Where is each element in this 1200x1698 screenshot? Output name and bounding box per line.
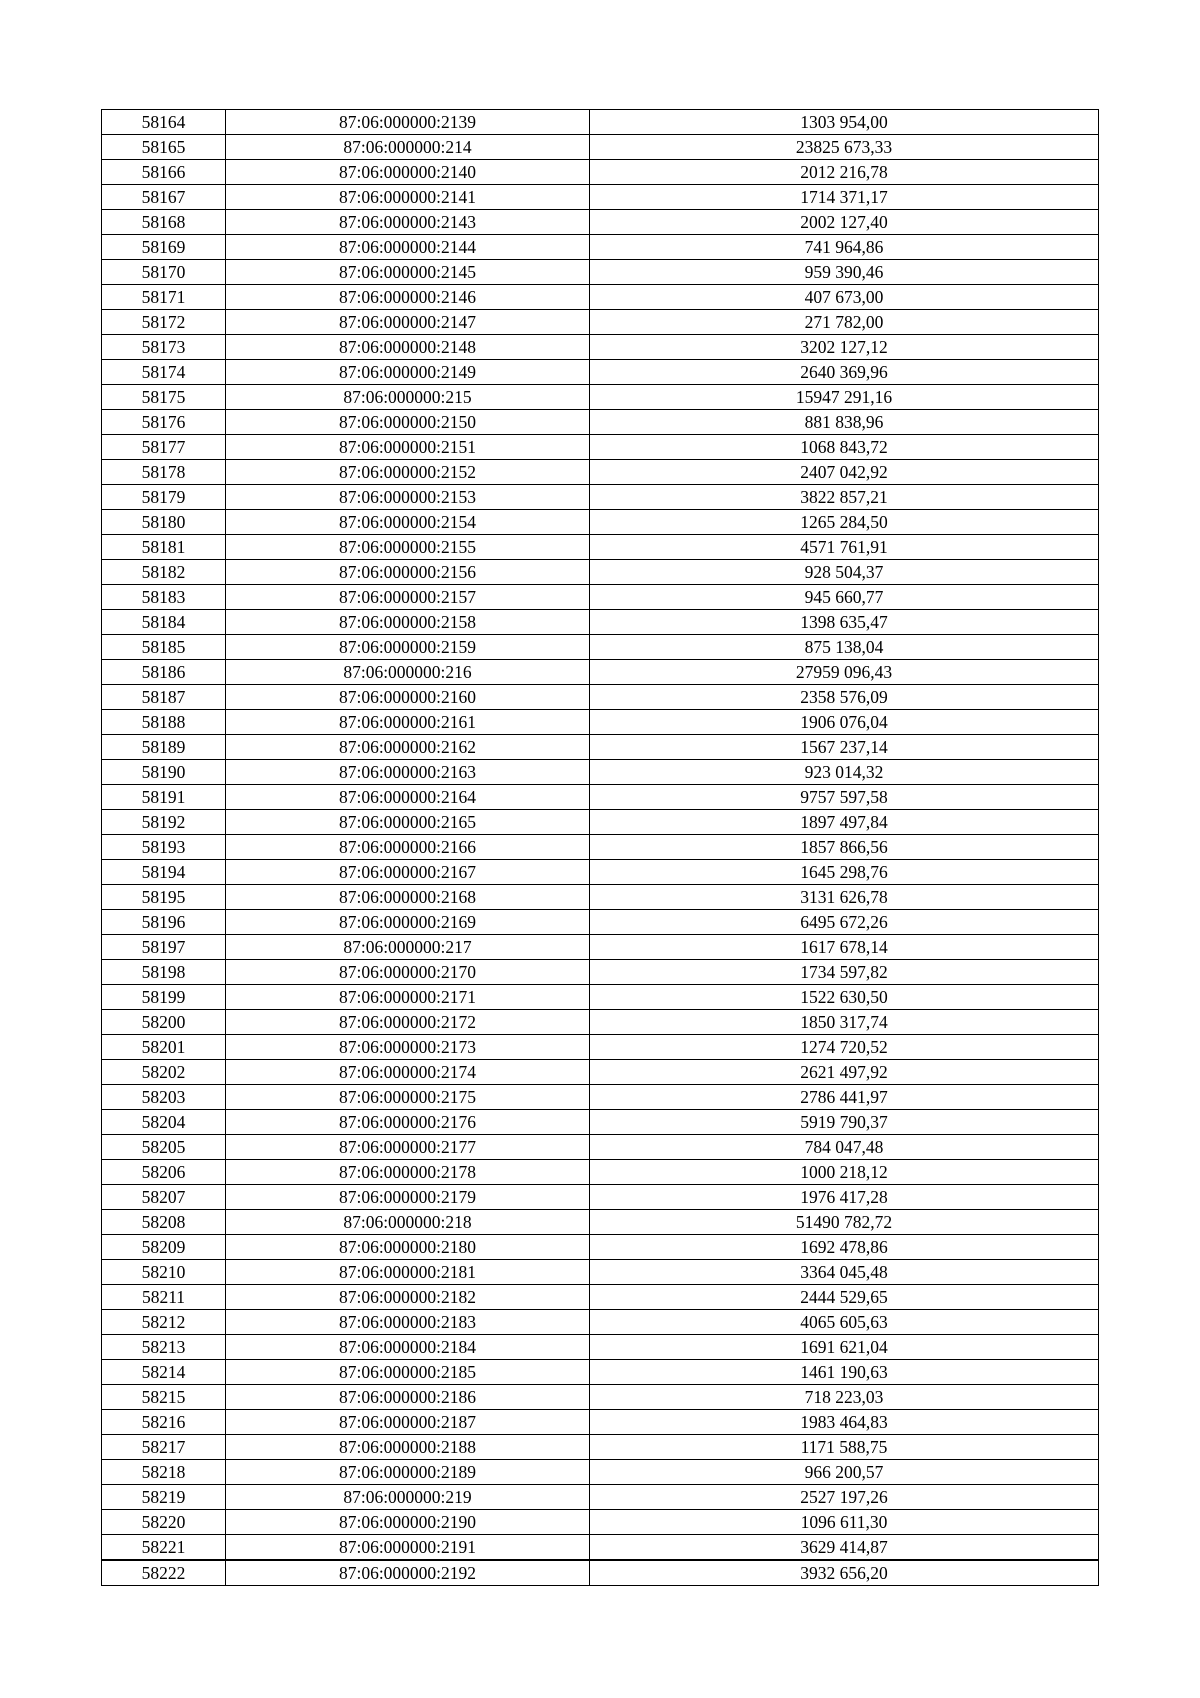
value-cell: 4571 761,91 bbox=[590, 535, 1099, 560]
row-number-cell: 58205 bbox=[102, 1135, 226, 1160]
value-cell: 3822 857,21 bbox=[590, 485, 1099, 510]
value-cell: 3932 656,20 bbox=[590, 1560, 1099, 1586]
value-cell: 875 138,04 bbox=[590, 635, 1099, 660]
value-cell: 1692 478,86 bbox=[590, 1235, 1099, 1260]
row-number-cell: 58193 bbox=[102, 835, 226, 860]
cadastral-number-cell: 87:06:000000:2178 bbox=[226, 1160, 590, 1185]
table-row bbox=[102, 1335, 1099, 1360]
row-number-cell: 58181 bbox=[102, 535, 226, 560]
table-row bbox=[102, 935, 1099, 960]
cadastral-number-cell: 87:06:000000:2184 bbox=[226, 1335, 590, 1360]
cadastral-number-cell: 87:06:000000:2167 bbox=[226, 860, 590, 885]
value-cell: 51490 782,72 bbox=[590, 1210, 1099, 1235]
value-cell: 2407 042,92 bbox=[590, 460, 1099, 485]
row-number-cell: 58179 bbox=[102, 485, 226, 510]
value-cell: 9757 597,58 bbox=[590, 785, 1099, 810]
row-number-cell: 58217 bbox=[102, 1435, 226, 1460]
table-row bbox=[102, 1560, 1099, 1586]
table-row bbox=[102, 310, 1099, 335]
value-cell: 1691 621,04 bbox=[590, 1335, 1099, 1360]
table-row bbox=[102, 1435, 1099, 1460]
row-number-cell: 58185 bbox=[102, 635, 226, 660]
table-row bbox=[102, 1110, 1099, 1135]
value-cell: 2621 497,92 bbox=[590, 1060, 1099, 1085]
value-cell: 959 390,46 bbox=[590, 260, 1099, 285]
row-number-cell: 58203 bbox=[102, 1085, 226, 1110]
cadastral-number-cell: 87:06:000000:2141 bbox=[226, 185, 590, 210]
value-cell: 1850 317,74 bbox=[590, 1010, 1099, 1035]
value-cell: 2002 127,40 bbox=[590, 210, 1099, 235]
row-number-cell: 58190 bbox=[102, 760, 226, 785]
cadastral-number-cell: 87:06:000000:2162 bbox=[226, 735, 590, 760]
row-number-cell: 58178 bbox=[102, 460, 226, 485]
cadastral-number-cell: 87:06:000000:2166 bbox=[226, 835, 590, 860]
table-row bbox=[102, 1260, 1099, 1285]
cadastral-number-cell: 87:06:000000:2181 bbox=[226, 1260, 590, 1285]
cadastral-number-cell: 87:06:000000:2157 bbox=[226, 585, 590, 610]
value-cell: 23825 673,33 bbox=[590, 135, 1099, 160]
value-cell: 1461 190,63 bbox=[590, 1360, 1099, 1385]
value-cell: 1171 588,75 bbox=[590, 1435, 1099, 1460]
value-cell: 2786 441,97 bbox=[590, 1085, 1099, 1110]
value-cell: 15947 291,16 bbox=[590, 385, 1099, 410]
cadastral-number-cell: 87:06:000000:2150 bbox=[226, 410, 590, 435]
value-cell: 1906 076,04 bbox=[590, 710, 1099, 735]
table-row bbox=[102, 610, 1099, 635]
table-row bbox=[102, 285, 1099, 310]
cadastral-number-cell: 87:06:000000:2149 bbox=[226, 360, 590, 385]
cadastral-number-cell: 87:06:000000:2174 bbox=[226, 1060, 590, 1085]
value-cell: 3131 626,78 bbox=[590, 885, 1099, 910]
cadastral-number-cell: 87:06:000000:2179 bbox=[226, 1185, 590, 1210]
cadastral-number-cell: 87:06:000000:2139 bbox=[226, 110, 590, 135]
row-number-cell: 58202 bbox=[102, 1060, 226, 1085]
table-row bbox=[102, 535, 1099, 560]
table-row bbox=[102, 185, 1099, 210]
table-row bbox=[102, 1085, 1099, 1110]
cadastral-number-cell: 87:06:000000:2175 bbox=[226, 1085, 590, 1110]
table-row bbox=[102, 660, 1099, 685]
table-row bbox=[102, 760, 1099, 785]
cadastral-number-cell: 87:06:000000:2155 bbox=[226, 535, 590, 560]
table-row bbox=[102, 260, 1099, 285]
table-body bbox=[102, 110, 1099, 1586]
value-cell: 2012 216,78 bbox=[590, 160, 1099, 185]
row-number-cell: 58167 bbox=[102, 185, 226, 210]
table-row bbox=[102, 160, 1099, 185]
cadastral-number-cell: 87:06:000000:2145 bbox=[226, 260, 590, 285]
cadastral-number-cell: 87:06:000000:2156 bbox=[226, 560, 590, 585]
row-number-cell: 58196 bbox=[102, 910, 226, 935]
cadastral-number-cell: 87:06:000000:219 bbox=[226, 1485, 590, 1510]
cadastral-number-cell: 87:06:000000:2186 bbox=[226, 1385, 590, 1410]
cadastral-number-cell: 87:06:000000:2161 bbox=[226, 710, 590, 735]
value-cell: 1000 218,12 bbox=[590, 1160, 1099, 1185]
row-number-cell: 58206 bbox=[102, 1160, 226, 1185]
row-number-cell: 58172 bbox=[102, 310, 226, 335]
row-number-cell: 58184 bbox=[102, 610, 226, 635]
table-row bbox=[102, 110, 1099, 135]
cadastral-value-table bbox=[101, 109, 1099, 1586]
cadastral-number-cell: 87:06:000000:2189 bbox=[226, 1460, 590, 1485]
value-cell: 1522 630,50 bbox=[590, 985, 1099, 1010]
value-cell: 1274 720,52 bbox=[590, 1035, 1099, 1060]
value-cell: 1976 417,28 bbox=[590, 1185, 1099, 1210]
row-number-cell: 58216 bbox=[102, 1410, 226, 1435]
cadastral-number-cell: 87:06:000000:2160 bbox=[226, 685, 590, 710]
table-row bbox=[102, 885, 1099, 910]
table-row bbox=[102, 960, 1099, 985]
cadastral-number-cell: 87:06:000000:2153 bbox=[226, 485, 590, 510]
value-cell: 945 660,77 bbox=[590, 585, 1099, 610]
cadastral-number-cell: 87:06:000000:2191 bbox=[226, 1535, 590, 1561]
value-cell: 3202 127,12 bbox=[590, 335, 1099, 360]
cadastral-number-cell: 87:06:000000:2164 bbox=[226, 785, 590, 810]
table-row bbox=[102, 135, 1099, 160]
row-number-cell: 58219 bbox=[102, 1485, 226, 1510]
row-number-cell: 58187 bbox=[102, 685, 226, 710]
cadastral-number-cell: 87:06:000000:2148 bbox=[226, 335, 590, 360]
row-number-cell: 58170 bbox=[102, 260, 226, 285]
table-row bbox=[102, 335, 1099, 360]
value-cell: 784 047,48 bbox=[590, 1135, 1099, 1160]
row-number-cell: 58197 bbox=[102, 935, 226, 960]
cadastral-number-cell: 87:06:000000:2188 bbox=[226, 1435, 590, 1460]
row-number-cell: 58176 bbox=[102, 410, 226, 435]
cadastral-number-cell: 87:06:000000:2172 bbox=[226, 1010, 590, 1035]
row-number-cell: 58166 bbox=[102, 160, 226, 185]
table-row bbox=[102, 1210, 1099, 1235]
value-cell: 1645 298,76 bbox=[590, 860, 1099, 885]
table-row bbox=[102, 510, 1099, 535]
row-number-cell: 58171 bbox=[102, 285, 226, 310]
row-number-cell: 58183 bbox=[102, 585, 226, 610]
value-cell: 1265 284,50 bbox=[590, 510, 1099, 535]
row-number-cell: 58200 bbox=[102, 1010, 226, 1035]
value-cell: 3364 045,48 bbox=[590, 1260, 1099, 1285]
row-number-cell: 58214 bbox=[102, 1360, 226, 1385]
value-cell: 27959 096,43 bbox=[590, 660, 1099, 685]
table-row bbox=[102, 435, 1099, 460]
value-cell: 741 964,86 bbox=[590, 235, 1099, 260]
table-row bbox=[102, 1135, 1099, 1160]
table-row bbox=[102, 560, 1099, 585]
value-cell: 923 014,32 bbox=[590, 760, 1099, 785]
cadastral-number-cell: 87:06:000000:218 bbox=[226, 1210, 590, 1235]
value-cell: 1567 237,14 bbox=[590, 735, 1099, 760]
row-number-cell: 58211 bbox=[102, 1285, 226, 1310]
table-row bbox=[102, 1285, 1099, 1310]
row-number-cell: 58180 bbox=[102, 510, 226, 535]
value-cell: 1068 843,72 bbox=[590, 435, 1099, 460]
table-row bbox=[102, 785, 1099, 810]
row-number-cell: 58215 bbox=[102, 1385, 226, 1410]
table-row bbox=[102, 1410, 1099, 1435]
cadastral-number-cell: 87:06:000000:216 bbox=[226, 660, 590, 685]
table-row bbox=[102, 1185, 1099, 1210]
cadastral-number-cell: 87:06:000000:2147 bbox=[226, 310, 590, 335]
row-number-cell: 58207 bbox=[102, 1185, 226, 1210]
row-number-cell: 58194 bbox=[102, 860, 226, 885]
row-number-cell: 58175 bbox=[102, 385, 226, 410]
table-row bbox=[102, 410, 1099, 435]
table-row bbox=[102, 235, 1099, 260]
value-cell: 4065 605,63 bbox=[590, 1310, 1099, 1335]
row-number-cell: 58191 bbox=[102, 785, 226, 810]
value-cell: 928 504,37 bbox=[590, 560, 1099, 585]
cadastral-number-cell: 87:06:000000:2173 bbox=[226, 1035, 590, 1060]
row-number-cell: 58218 bbox=[102, 1460, 226, 1485]
table-row bbox=[102, 1160, 1099, 1185]
cadastral-number-cell: 87:06:000000:2169 bbox=[226, 910, 590, 935]
row-number-cell: 58209 bbox=[102, 1235, 226, 1260]
cadastral-number-cell: 87:06:000000:2165 bbox=[226, 810, 590, 835]
table-row bbox=[102, 1535, 1099, 1561]
value-cell: 881 838,96 bbox=[590, 410, 1099, 435]
cadastral-number-cell: 87:06:000000:2154 bbox=[226, 510, 590, 535]
cadastral-number-cell: 87:06:000000:2146 bbox=[226, 285, 590, 310]
value-cell: 1096 611,30 bbox=[590, 1510, 1099, 1535]
table-row bbox=[102, 985, 1099, 1010]
row-number-cell: 58195 bbox=[102, 885, 226, 910]
table-row bbox=[102, 385, 1099, 410]
table-row bbox=[102, 460, 1099, 485]
value-cell: 2527 197,26 bbox=[590, 1485, 1099, 1510]
value-cell: 271 782,00 bbox=[590, 310, 1099, 335]
cadastral-number-cell: 87:06:000000:2185 bbox=[226, 1360, 590, 1385]
table-row bbox=[102, 810, 1099, 835]
table-row bbox=[102, 1310, 1099, 1335]
value-cell: 5919 790,37 bbox=[590, 1110, 1099, 1135]
row-number-cell: 58222 bbox=[102, 1560, 226, 1586]
cadastral-number-cell: 87:06:000000:2152 bbox=[226, 460, 590, 485]
cadastral-number-cell: 87:06:000000:2163 bbox=[226, 760, 590, 785]
table-row bbox=[102, 1010, 1099, 1035]
table-row bbox=[102, 485, 1099, 510]
cadastral-number-cell: 87:06:000000:2159 bbox=[226, 635, 590, 660]
table-row bbox=[102, 1460, 1099, 1485]
table-row bbox=[102, 685, 1099, 710]
row-number-cell: 58210 bbox=[102, 1260, 226, 1285]
cadastral-number-cell: 87:06:000000:2180 bbox=[226, 1235, 590, 1260]
value-cell: 407 673,00 bbox=[590, 285, 1099, 310]
value-cell: 1857 866,56 bbox=[590, 835, 1099, 860]
cadastral-number-cell: 87:06:000000:2170 bbox=[226, 960, 590, 985]
value-cell: 1617 678,14 bbox=[590, 935, 1099, 960]
table-row bbox=[102, 585, 1099, 610]
table-row bbox=[102, 1510, 1099, 1535]
cadastral-number-cell: 87:06:000000:214 bbox=[226, 135, 590, 160]
value-cell: 1303 954,00 bbox=[590, 110, 1099, 135]
table-row bbox=[102, 910, 1099, 935]
row-number-cell: 58188 bbox=[102, 710, 226, 735]
cadastral-number-cell: 87:06:000000:2144 bbox=[226, 235, 590, 260]
table-row bbox=[102, 835, 1099, 860]
row-number-cell: 58199 bbox=[102, 985, 226, 1010]
cadastral-number-cell: 87:06:000000:2177 bbox=[226, 1135, 590, 1160]
row-number-cell: 58212 bbox=[102, 1310, 226, 1335]
value-cell: 1398 635,47 bbox=[590, 610, 1099, 635]
row-number-cell: 58169 bbox=[102, 235, 226, 260]
row-number-cell: 58213 bbox=[102, 1335, 226, 1360]
value-cell: 718 223,03 bbox=[590, 1385, 1099, 1410]
row-number-cell: 58173 bbox=[102, 335, 226, 360]
table-row bbox=[102, 1385, 1099, 1410]
row-number-cell: 58220 bbox=[102, 1510, 226, 1535]
table-row bbox=[102, 1035, 1099, 1060]
table-row bbox=[102, 1485, 1099, 1510]
cadastral-number-cell: 87:06:000000:2190 bbox=[226, 1510, 590, 1535]
cadastral-number-cell: 87:06:000000:2183 bbox=[226, 1310, 590, 1335]
value-cell: 2640 369,96 bbox=[590, 360, 1099, 385]
row-number-cell: 58198 bbox=[102, 960, 226, 985]
value-cell: 966 200,57 bbox=[590, 1460, 1099, 1485]
row-number-cell: 58204 bbox=[102, 1110, 226, 1135]
value-cell: 6495 672,26 bbox=[590, 910, 1099, 935]
row-number-cell: 58182 bbox=[102, 560, 226, 585]
cadastral-number-cell: 87:06:000000:215 bbox=[226, 385, 590, 410]
table-row bbox=[102, 1235, 1099, 1260]
table-row bbox=[102, 210, 1099, 235]
row-number-cell: 58174 bbox=[102, 360, 226, 385]
value-cell: 3629 414,87 bbox=[590, 1535, 1099, 1561]
row-number-cell: 58189 bbox=[102, 735, 226, 760]
table-row bbox=[102, 635, 1099, 660]
cadastral-number-cell: 87:06:000000:2171 bbox=[226, 985, 590, 1010]
table-row bbox=[102, 710, 1099, 735]
value-cell: 1714 371,17 bbox=[590, 185, 1099, 210]
value-cell: 2444 529,65 bbox=[590, 1285, 1099, 1310]
value-cell: 2358 576,09 bbox=[590, 685, 1099, 710]
row-number-cell: 58192 bbox=[102, 810, 226, 835]
value-cell: 1734 597,82 bbox=[590, 960, 1099, 985]
cadastral-number-cell: 87:06:000000:2182 bbox=[226, 1285, 590, 1310]
cadastral-number-cell: 87:06:000000:2151 bbox=[226, 435, 590, 460]
row-number-cell: 58165 bbox=[102, 135, 226, 160]
row-number-cell: 58186 bbox=[102, 660, 226, 685]
cadastral-number-cell: 87:06:000000:2158 bbox=[226, 610, 590, 635]
cadastral-number-cell: 87:06:000000:217 bbox=[226, 935, 590, 960]
row-number-cell: 58208 bbox=[102, 1210, 226, 1235]
row-number-cell: 58221 bbox=[102, 1535, 226, 1561]
table-row bbox=[102, 1060, 1099, 1085]
cadastral-number-cell: 87:06:000000:2192 bbox=[226, 1560, 590, 1586]
cadastral-number-cell: 87:06:000000:2143 bbox=[226, 210, 590, 235]
row-number-cell: 58168 bbox=[102, 210, 226, 235]
cadastral-number-cell: 87:06:000000:2168 bbox=[226, 885, 590, 910]
row-number-cell: 58177 bbox=[102, 435, 226, 460]
cadastral-number-cell: 87:06:000000:2140 bbox=[226, 160, 590, 185]
cadastral-number-cell: 87:06:000000:2176 bbox=[226, 1110, 590, 1135]
value-cell: 1897 497,84 bbox=[590, 810, 1099, 835]
table-row bbox=[102, 860, 1099, 885]
table-row bbox=[102, 735, 1099, 760]
table-row bbox=[102, 360, 1099, 385]
cadastral-number-cell: 87:06:000000:2187 bbox=[226, 1410, 590, 1435]
table-row bbox=[102, 1360, 1099, 1385]
row-number-cell: 58164 bbox=[102, 110, 226, 135]
row-number-cell: 58201 bbox=[102, 1035, 226, 1060]
value-cell: 1983 464,83 bbox=[590, 1410, 1099, 1435]
